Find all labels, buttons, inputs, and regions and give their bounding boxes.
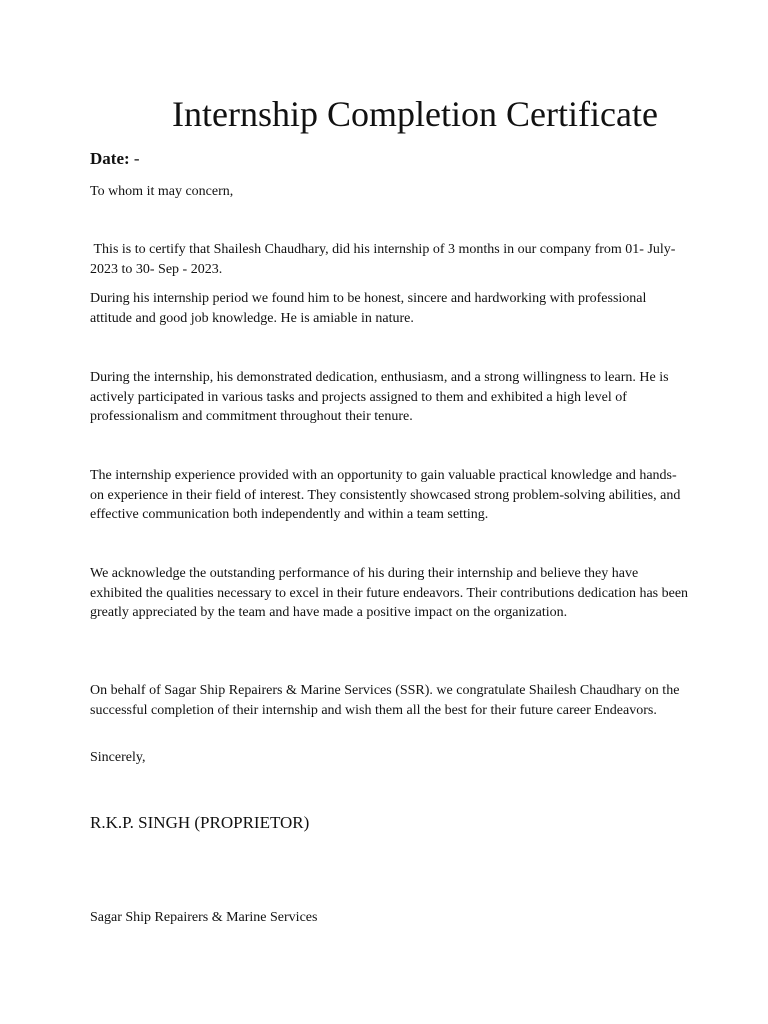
paragraph-congratulations: On behalf of Sagar Ship Repairers & Marine Services (SSR). we congratulate Shailesh Chaudhary on the successful completion of their internship and wish them all the best for their future career Endeavors. <box>90 683 680 718</box>
signatory-name: R.K.P. SINGH (PROPRIETOR) <box>90 813 310 832</box>
date-value: - <box>129 149 140 168</box>
paragraph-acknowledgement: We acknowledge the outstanding performance of his during their internship and believe they have exhibited the qualities necessary to excel in their future endeavors. Their contributions dedication has been greatly appreciated by the team and have made a positive impact on the organization. <box>90 566 689 620</box>
date-label: Date: <box>90 149 130 168</box>
paragraph-certify: This is to certify that Shailesh Chaudhary, did his internship of 3 months in our company from 01- July-2023 to 30- Sep - 2023. <box>90 242 676 277</box>
company-name: Sagar Ship Repairers & Marine Services <box>90 910 318 925</box>
paragraph-experience: The internship experience provided with an opportunity to gain valuable practical knowledge and hands-on experience in their field of interest. They consistently showcased strong problem-solving abilities, and effective communication both independently and within a team setting. <box>90 468 681 522</box>
paragraph-conduct: During his internship period we found him to be honest, sincere and hardworking with professional attitude and good job knowledge. He is amiable in nature. <box>90 291 647 326</box>
certificate-title: Internship Completion Certificate <box>172 94 658 134</box>
closing: Sincerely, <box>90 750 146 765</box>
date-line <box>90 148 140 170</box>
salutation: To whom it may concern, <box>90 184 234 199</box>
paragraph-dedication: During the internship, his demonstrated dedication, enthusiasm, and a strong willingness to learn. He is actively participated in various tasks and projects assigned to them and exhibited a high level of professionalism and commitment throughout their tenure. <box>90 370 669 424</box>
